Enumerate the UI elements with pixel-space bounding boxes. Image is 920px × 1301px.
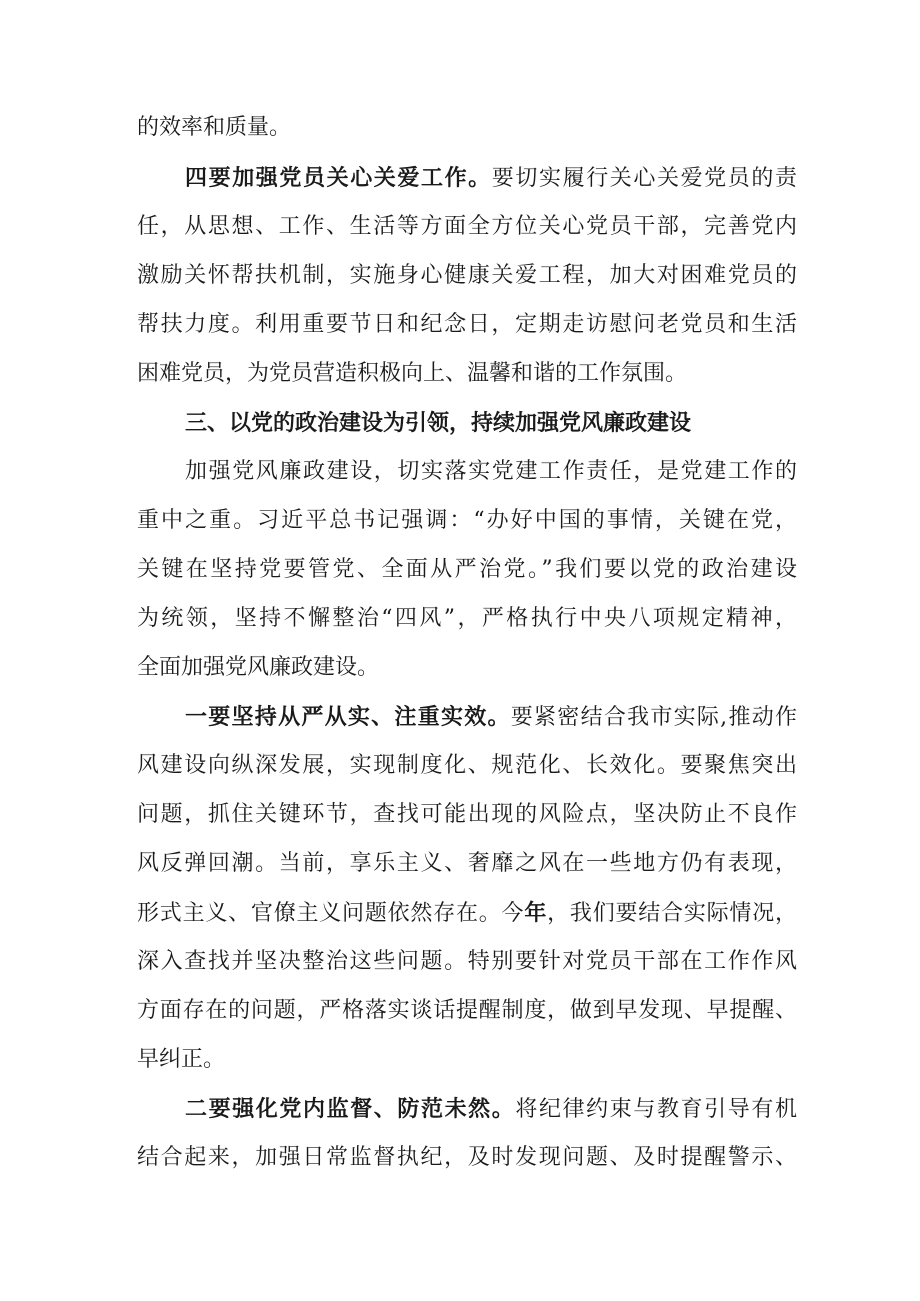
bold-lead: 二要强化党内监督、防范未然。 xyxy=(185,1096,516,1122)
paragraph-line xyxy=(137,203,797,251)
text-run: 形式主义、官僚主义问题依然存在。今 xyxy=(137,901,525,926)
text-run: 关键在坚持党要管党、全面从严治党。”我们要以党的政治建设 xyxy=(137,557,797,582)
paragraph-line xyxy=(137,644,797,692)
text-run: 为统领，坚持不懈整治“四风”，严格执行中央八项规定精神， xyxy=(137,606,797,631)
paragraph-line xyxy=(137,301,797,349)
text-run: 问题，抓住关键环节，查找可能出现的风险点，坚决防止不良作 xyxy=(137,802,797,827)
text-run: 要切实履行关心关爱党员的责 xyxy=(491,166,797,191)
paragraph-line xyxy=(185,154,797,202)
text-run: 结合起来，加强日常监督执纪，及时发现问题、及时提醒警示、 xyxy=(137,1145,797,1170)
paragraph-line xyxy=(137,1134,797,1182)
text-run: 全面加强党风廉政建设。 xyxy=(137,655,380,680)
text-run: 的效率和质量。 xyxy=(137,115,292,140)
paragraph-line xyxy=(185,693,797,741)
text-run: 深入查找并坚决整治这些问题。特别要针对党员干部在工作作风 xyxy=(137,949,797,974)
text-run: ，我们要结合实际情况， xyxy=(547,901,797,926)
text-run: 加强党风廉政建设，切实落实党建工作责任，是党建工作的 xyxy=(185,459,797,484)
paragraph-line xyxy=(137,987,797,1035)
paragraph-line xyxy=(185,1085,797,1133)
text-run: 方面存在的问题，严格落实谈话提醒制度，做到早发现、早提醒、 xyxy=(137,998,797,1023)
bold-lead: 一要坚持从严从实、注重实效。 xyxy=(185,704,511,730)
text-run: 早纠正。 xyxy=(137,1047,226,1072)
text-run: 激励关怀帮扶机制，实施身心健康关爱工程，加大对困难党员的 xyxy=(137,263,797,288)
paragraph-line xyxy=(137,791,797,839)
paragraph-line xyxy=(137,938,797,986)
paragraph-line xyxy=(137,742,797,790)
bold-text-run: 年 xyxy=(524,900,548,926)
paragraph-line xyxy=(137,497,797,545)
text-run: 帮扶力度。利用重要节日和纪念日，定期走访慰问老党员和生活 xyxy=(137,312,797,337)
text-run: 风反弹回潮。当前，享乐主义、奢靡之风在一些地方仍有表现， xyxy=(137,851,797,876)
text-run: 重中之重。习近平总书记强调：“办好中国的事情，关键在党， xyxy=(137,508,797,533)
text-run: 要紧密结合我市实际,推动作 xyxy=(510,705,797,730)
text-run: 困难党员，为党员营造积极向上、温馨和谐的工作氛围。 xyxy=(137,361,688,386)
paragraph-line xyxy=(137,840,797,888)
paragraph-line xyxy=(137,546,797,594)
text-run: 任，从思想、工作、生活等方面全方位关心党员干部，完善党内 xyxy=(137,214,797,239)
paragraph-line xyxy=(185,448,797,496)
paragraph-line xyxy=(137,252,797,300)
paragraph-line xyxy=(137,1036,797,1084)
text-run: 将纪律约束与教育引导有机 xyxy=(515,1097,797,1122)
text-run: 风建设向纵深发展，实现制度化、规范化、长效化。要聚焦突出 xyxy=(137,753,797,778)
text-run: 三、以党的政治建设为引领，持续加强党风廉政建设 xyxy=(185,410,692,436)
bold-lead: 四要加强党员关心关爱工作。 xyxy=(185,165,492,191)
paragraph-line xyxy=(137,350,797,398)
section-heading xyxy=(185,399,745,447)
paragraph-line xyxy=(137,104,797,152)
paragraph-line xyxy=(137,889,797,937)
paragraph-line xyxy=(137,595,797,643)
